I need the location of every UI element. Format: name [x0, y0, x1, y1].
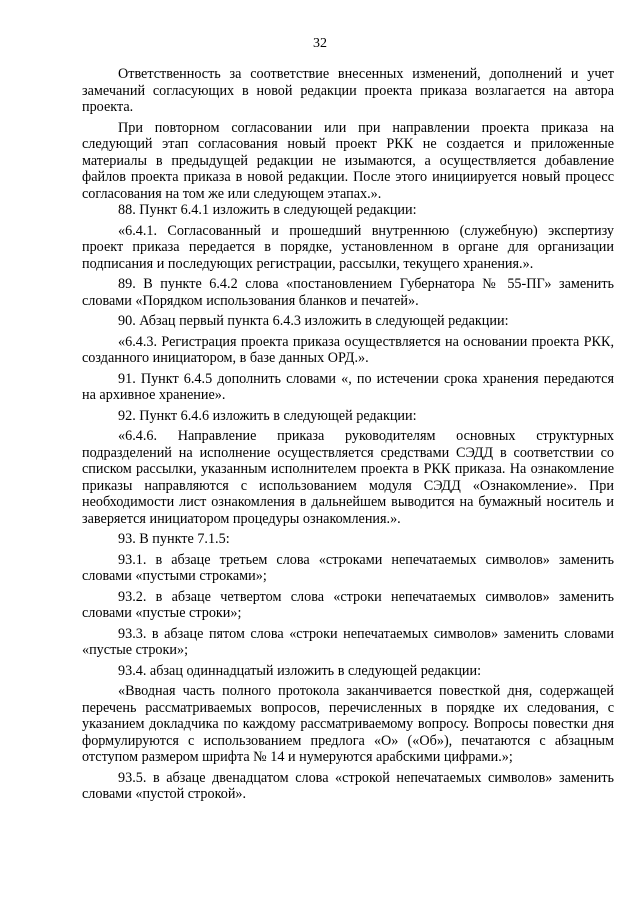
- page-number: 32: [313, 36, 327, 51]
- paragraph-6-4-6: «6.4.6. Направление приказа руководителям основных структурных подразделений на исполнение осуществляется средствами СЭДД в соответствии со списком рассылки, указанным исполнителем проекта в РКК приказа. На ознакомление приказы направляются с использованием модуля СЭДД «Ознакомление». При необходимости лист ознакомления в дальнейшем выводится на бумажный носитель и заверяется инициатором процедуры ознакомления.».: [82, 428, 614, 527]
- paragraph-item-90: 90. Абзац первый пункта 6.4.3 изложить в следующей редакции:: [118, 313, 509, 329]
- paragraph-repeat-approval: При повторном согласовании или при направлении проекта приказа на следующий этап согласования новый проект РКК не создается и приложенные материалы в предыдущей редакции не изымаются, а осуществляется добавление файлов проекта приказа в новой редакции. После этого инициируется новый процесс согласования на том же или следующем этапах.».: [82, 119, 614, 202]
- paragraph-item-92: 92. Пункт 6.4.6 изложить в следующей редакции:: [118, 407, 417, 424]
- paragraph-intro-protocol: «Вводная часть полного протокола заканчивается повесткой дня, содержащей перечень рассматриваемых вопросов, перечисленных в порядке их следования, с указанием докладчика по каждому рассматриваемому вопросу. Вопросы повестки дня формулируются с использованием предлога «О» («Об»), печатаются с абзацным отступом размером шрифта № 14 и нумеруются арабскими цифрами.»;: [82, 683, 614, 765]
- paragraph-item-93: 93. В пункте 7.1.5:: [118, 531, 230, 547]
- paragraph-item-88: 88. Пункт 6.4.1 изложить в следующей редакции:: [118, 202, 417, 218]
- paragraph-item-93-4: 93.4. абзац одиннадцатый изложить в следующей редакции:: [118, 662, 482, 679]
- paragraph-item-93-2: 93.2. в абзаце четвертом слова «строки непечатаемых символов» заменить словами «пустые строки»;: [82, 588, 614, 621]
- paragraph-item-93-5: 93.5. в абзаце двенадцатом слова «строкой непечатаемых символов» заменить словами «пустой строкой».: [82, 769, 614, 802]
- paragraph-item-93-3: 93.3. в абзаце пятом слова «строки непечатаемых символов» заменить словами «пустые строки»;: [82, 625, 614, 658]
- paragraph-6-4-3: «6.4.3. Регистрация проекта приказа осуществляется на основании проекта РКК, созданного инициатором, в базе данных ОРД.».: [82, 333, 614, 366]
- document-body: [82, 66, 614, 803]
- paragraph-item-89: 89. В пункте 6.4.2 слова «постановлением Губернатора № 55-ПГ» заменить словами «Порядком использования бланков и печатей».: [82, 276, 614, 309]
- paragraph-item-91: 91. Пункт 6.4.5 дополнить словами «, по истечении срока хранения передаются на архивное хранение».: [82, 370, 614, 403]
- paragraph-responsibility: Ответственность за соответствие внесенных изменений, дополнений и учет замечаний согласующих в новой редакции проекта приказа возлагается на автора проекта.: [82, 66, 614, 115]
- paragraph-6-4-1: «6.4.1. Согласованный и прошедший внутреннюю (служебную) экспертизу проект приказа передается в порядке, установленном в органе для организации подписания и последующих регистрации, рассылки, текущего хранения.».: [82, 222, 614, 272]
- paragraph-item-93-1: 93.1. в абзаце третьем слова «строками непечатаемых символов» заменить словами «пустыми строками»;: [82, 551, 614, 584]
